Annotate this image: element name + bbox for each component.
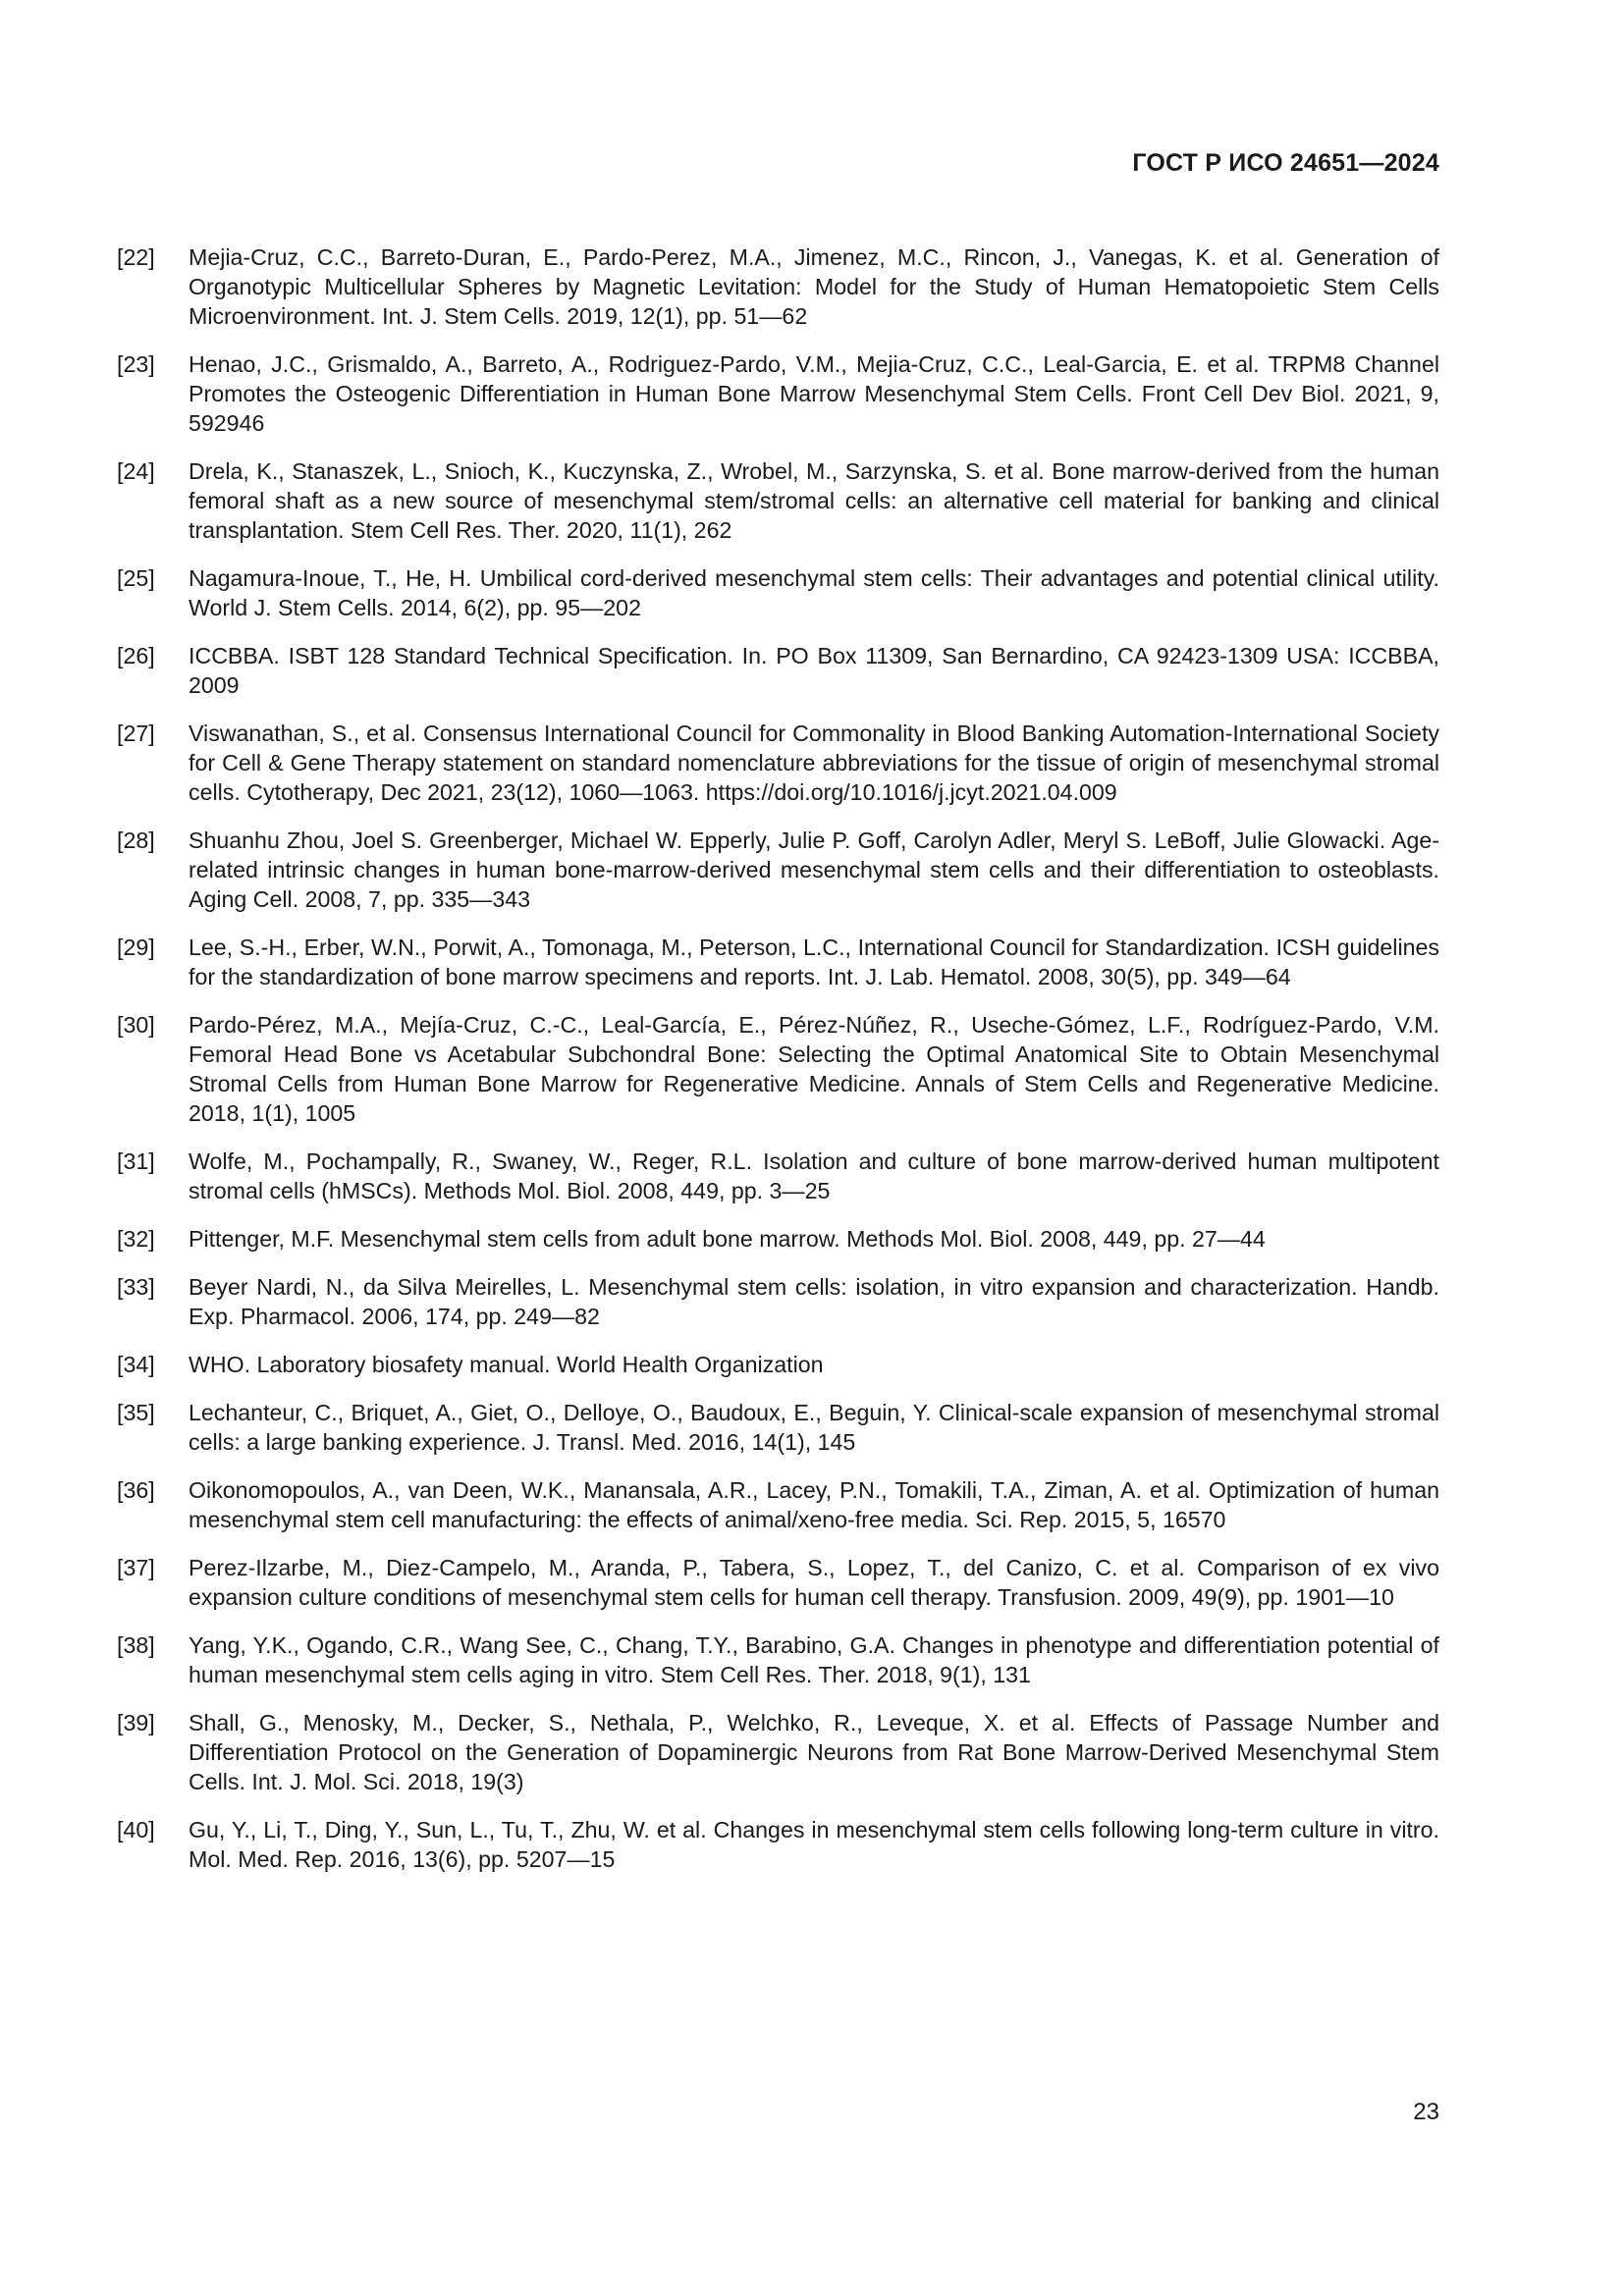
reference-number: [22] (117, 244, 155, 270)
reference-item (117, 1147, 1439, 1205)
reference-item (117, 1398, 1439, 1457)
reference-number: [29] (117, 934, 155, 960)
reference-text: Lee, S.-H., Erber, W.N., Porwit, A., Tomonaga, M., Peterson, L.C., International Council for Standardization. ICSH guidelines for the standardization of bone marrow specimens and reports. Int. J. Lab. Hematol. 2008, 30(5), pp. 349—64 (189, 934, 1439, 989)
reference-text: Oikonomopoulos, A., van Deen, W.K., Manansala, A.R., Lacey, P.N., Tomakili, T.A., Ziman, A. et al. Optimization of human mesenchymal stem cell manufacturing: the effects of animal/xeno-free media. Sci. Rep. 2015, 5, 16570 (189, 1477, 1439, 1532)
reference-text: Nagamura-Inoue, T., He, H. Umbilical cord-derived mesenchymal stem cells: Their advantages and potential clinical utility. World J. Stem Cells. 2014, 6(2), pp. 95—202 (189, 565, 1439, 620)
standard-header: ГОСТ Р ИСО 24651—2024 (1132, 149, 1439, 177)
reference-item (117, 719, 1439, 807)
reference-number: [28] (117, 828, 155, 853)
reference-number: [37] (117, 1555, 155, 1580)
reference-number: [38] (117, 1632, 155, 1658)
reference-item (117, 1350, 1439, 1379)
reference-item (117, 1815, 1439, 1874)
reference-text: Beyer Nardi, N., da Silva Meirelles, L. Mesenchymal stem cells: isolation, in vitro expansion and characterization. Handb. Exp. Pharmacol. 2006, 174, pp. 249—82 (189, 1274, 1439, 1329)
reference-text: Perez-Ilzarbe, M., Diez-Campelo, M., Aranda, P., Tabera, S., Lopez, T., del Canizo, C. et al. Comparison of ex vivo expansion culture conditions of mesenchymal stem cells for human cell therapy. Transfusion. 2009, 49(9), pp. 1901—10 (189, 1555, 1439, 1610)
reference-item (117, 563, 1439, 622)
reference-item (117, 1224, 1439, 1254)
reference-number: [40] (117, 1817, 155, 1842)
reference-list (117, 242, 1439, 1893)
reference-text: WHO. Laboratory biosafety manual. World Health Organization (189, 1352, 824, 1377)
reference-text: Yang, Y.K., Ogando, C.R., Wang See, C., Chang, T.Y., Barabino, G.A. Changes in phenotype and differentiation potential of human mesenchymal stem cells aging in vitro. Stem Cell Res. Ther. 2018, 9(1), 131 (189, 1632, 1439, 1687)
reference-text: Drela, K., Stanaszek, L., Snioch, K., Kuczynska, Z., Wrobel, M., Sarzynska, S. et al. Bone marrow-derived from the human femoral shaft as a new source of mesenchymal stem/stromal cells: an alternative cell material for banking and clinical transplantation. Stem Cell Res. Ther. 2020, 11(1), 262 (189, 458, 1439, 543)
reference-text: Pardo-Pérez, M.A., Mejía-Cruz, C.-C., Leal-García, E., Pérez-Núñez, R., Useche-Gómez, L.F., Rodríguez-Pardo, V.M. Femoral Head Bone vs Acetabular Subchondral Bone: Selecting the Optimal Anatomical Site to Obtain Mesenchymal Stromal Cells from Human Bone Marrow for Regenerative Medicine. Annals of Stem Cells and Regenerative Medicine. 2018, 1(1), 1005 (189, 1012, 1439, 1126)
reference-item (117, 641, 1439, 700)
reference-item (117, 456, 1439, 545)
reference-text: Wolfe, M., Pochampally, R., Swaney, W., Reger, R.L. Isolation and culture of bone marrow-derived human multipotent stromal cells (hMSCs). Methods Mol. Biol. 2008, 449, pp. 3—25 (189, 1148, 1439, 1203)
reference-number: [26] (117, 643, 155, 668)
reference-text: Mejia-Cruz, C.C., Barreto-Duran, E., Pardo-Perez, M.A., Jimenez, M.C., Rincon, J., Vanegas, K. et al. Generation of Organotypic Multicellular Spheres by Magnetic Levitation: Model for the Study of Human Hematopoietic Stem Cells Microenvironment. Int. J. Stem Cells. 2019, 12(1), pp. 51—62 (189, 244, 1439, 329)
reference-text: Shuanhu Zhou, Joel S. Greenberger, Michael W. Epperly, Julie P. Goff, Carolyn Adler, Meryl S. LeBoff, Julie Glowacki. Age-related intrinsic changes in human bone-marrow-derived mesenchymal stem cells and their differentiation to osteoblasts. Aging Cell. 2008, 7, pp. 335—343 (189, 828, 1439, 912)
reference-number: [30] (117, 1012, 155, 1038)
reference-number: [39] (117, 1710, 155, 1735)
reference-number: [33] (117, 1274, 155, 1300)
reference-text: Lechanteur, C., Briquet, A., Giet, O., Delloye, O., Baudoux, E., Beguin, Y. Clinical-scale expansion of mesenchymal stromal cells: a large banking experience. J. Transl. Med. 2016, 14(1), 145 (189, 1400, 1439, 1455)
reference-number: [24] (117, 458, 155, 484)
page-number: 23 (1413, 2099, 1439, 2125)
reference-item (117, 242, 1439, 331)
reference-item (117, 826, 1439, 914)
reference-item (117, 1553, 1439, 1612)
reference-text: Henao, J.C., Grismaldo, A., Barreto, A., Rodriguez-Pardo, V.M., Mejia-Cruz, C.C., Leal-Garcia, E. et al. TRPM8 Channel Promotes the Osteogenic Differentiation in Human Bone Marrow Mesenchymal Stem Cells. Front Cell Dev Biol. 2021, 9, 592946 (189, 351, 1439, 436)
reference-number: [34] (117, 1352, 155, 1377)
reference-item (117, 933, 1439, 991)
reference-text: Gu, Y., Li, T., Ding, Y., Sun, L., Tu, T., Zhu, W. et al. Changes in mesenchymal stem cells following long-term culture in vitro. Mol. Med. Rep. 2016, 13(6), pp. 5207—15 (189, 1817, 1439, 1872)
reference-item (117, 1708, 1439, 1796)
reference-number: [27] (117, 721, 155, 746)
reference-item (117, 1010, 1439, 1128)
reference-item (117, 1630, 1439, 1689)
reference-item (117, 1272, 1439, 1331)
reference-number: [32] (117, 1226, 155, 1252)
reference-text: Pittenger, M.F. Mesenchymal stem cells from adult bone marrow. Methods Mol. Biol. 2008, 449, pp. 27—44 (189, 1226, 1266, 1252)
reference-number: [35] (117, 1400, 155, 1425)
reference-text: Viswanathan, S., et al. Consensus International Council for Commonality in Blood Banking Automation-International Society for Cell & Gene Therapy statement on standard nomenclature abbreviations for the tissue of origin of mesenchymal stromal cells. Cytotherapy, Dec 2021, 23(12), 1060—1063. https://doi.org/10.1016/j.jcyt.2021.04.009 (189, 721, 1439, 805)
reference-item (117, 1475, 1439, 1534)
reference-number: [31] (117, 1148, 155, 1174)
reference-number: [23] (117, 351, 155, 377)
reference-number: [36] (117, 1477, 155, 1503)
reference-text: Shall, G., Menosky, M., Decker, S., Nethala, P., Welchko, R., Leveque, X. et al. Effects of Passage Number and Differentiation Protocol on the Generation of Dopaminergic Neurons from Rat Bone Marrow-Derived Mesenchymal Stem Cells. Int. J. Mol. Sci. 2018, 19(3) (189, 1710, 1439, 1794)
reference-item (117, 349, 1439, 438)
reference-text: ICCBBA. ISBT 128 Standard Technical Specification. In. PO Box 11309, San Bernardino, CA 92423-1309 USA: ICCBBA, 2009 (189, 643, 1439, 698)
reference-number: [25] (117, 565, 155, 591)
